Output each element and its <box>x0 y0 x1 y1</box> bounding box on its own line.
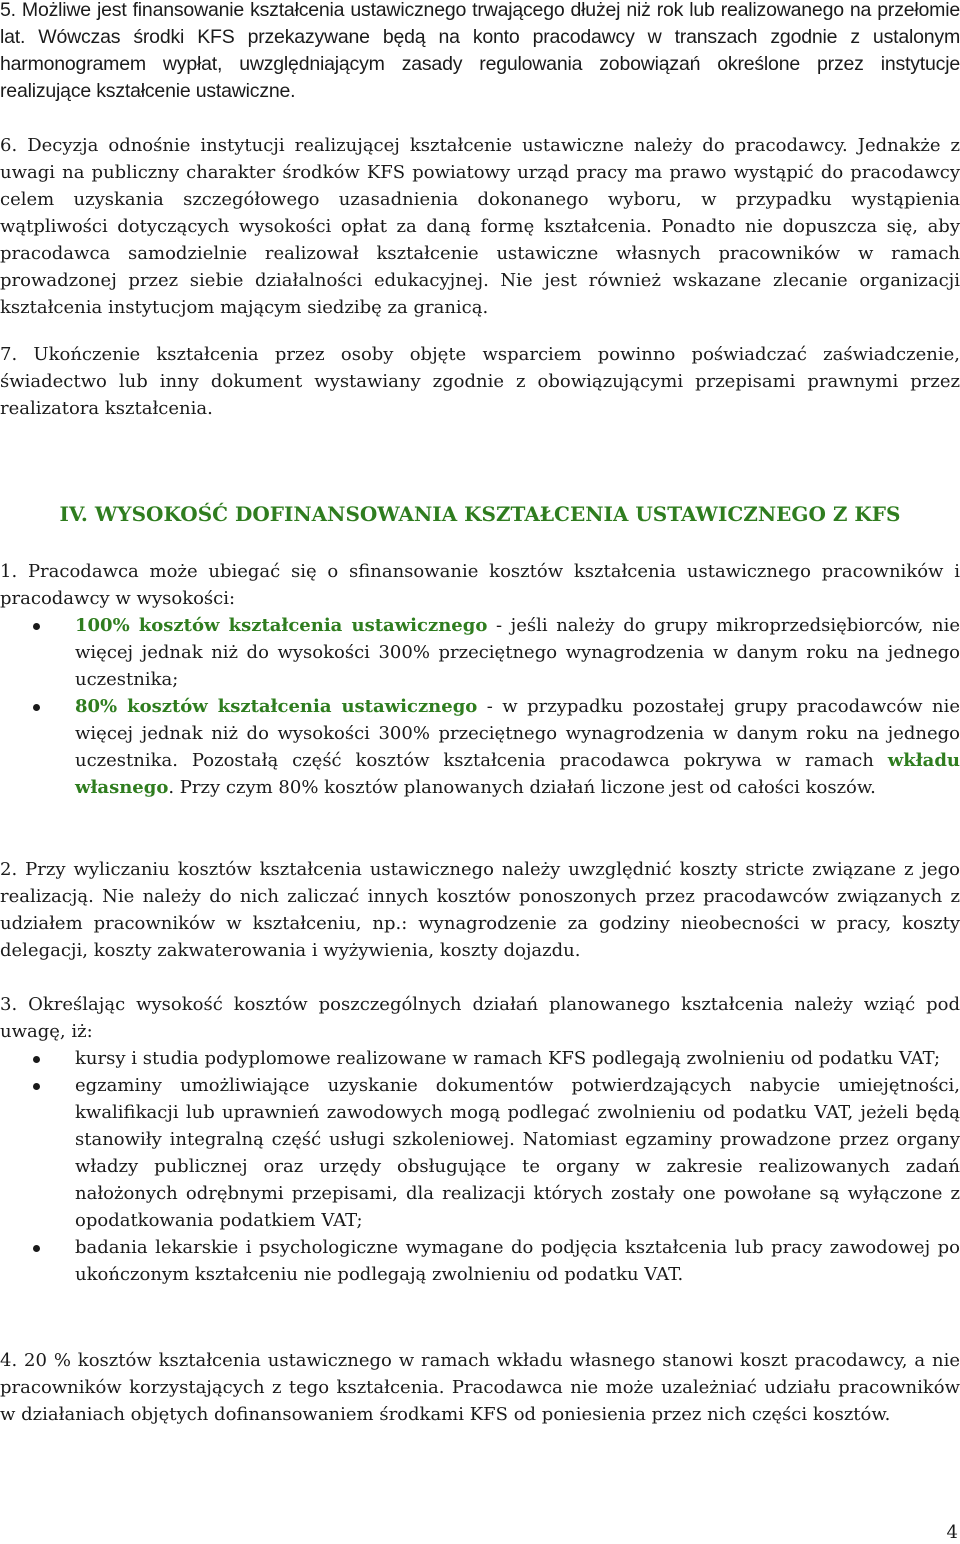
list-item-text: egzaminy umożliwiające uzyskanie dokumentów potwierdzających nabycie umiejętności, kwalifikacji lub uprawnień zawodowych mogą podlegać zwolnieniu od podatku VAT, jeżeli będą stanowiły integralną część usługi szkoleniowej. Natomiast egzaminy prowadzone przez organy władzy publicznej oraz urzędy obsługujące te organy w zakresie realizowanych zadań nałożonych odrębnymi przepisami, dla realizacji których zostały one powołane są wyłączone z opodatkowania podatkiem VAT; <box>75 1075 960 1231</box>
list-item-text: badania lekarskie i psychologiczne wymagane do podjęcia kształcenia lub pracy zawodowej po ukończonym kształceniu nie podlegają zwolnieniu od podatku VAT. <box>75 1237 960 1285</box>
section-heading-iv: IV. WYSOKOŚĆ DOFINANSOWANIA KSZTAŁCENIA USTAWICZNEGO Z KFS <box>59 502 901 526</box>
list-item-text: kursy i studia podyplomowe realizowane w ramach KFS podlegają zwolnieniu od podatku VAT; <box>75 1048 941 1069</box>
bullet-icon <box>33 704 40 711</box>
paragraph-6: 6. Decyzja odnośnie instytucji realizującej kształcenie ustawiczne należy do pracodawcy. Jednakże z uwagi na publiczny charakter środków KFS powiatowy urząd pracy ma prawo wystąpić do pracodawcy celem uzyskania szczegółowego uzasadnienia dokonanego wyboru, w przypadku wystąpienia wątpliwości dotyczących wysokości opłat za daną formę kształcenia. Ponadto nie dopuszcza się, aby pracodawca samodzielnie realizował kształcenie ustawiczne własnych pracowników w ramach prowadzonej przez siebie działalności edukacyjnej. Nie jest również wskazane zlecanie organizacji kształcenia instytucjom mającym siedzibę za granicą. <box>0 135 960 318</box>
list-item <box>0 693 960 801</box>
list-item <box>0 1072 960 1234</box>
section3-bullet-list <box>0 1045 960 1288</box>
list-item-text: - jeśli należy do grupy mikroprzedsiębiorców, nie więcej jednak niż do wysokości 300% przeciętnego wynagrodzenia w danym roku na jednego uczestnika; <box>75 615 960 690</box>
paragraph-7: 7. Ukończenie kształcenia przez osoby objęte wsparciem powinno poświadczać zaświadczenie, świadectwo lub inny dokument wystawiany zgodnie z obowiązującymi przepisami prawnymi przez realizatora kształcenia. <box>0 344 960 419</box>
section4-paragraph: 4. 20 % kosztów kształcenia ustawicznego w ramach wkładu własnego stanowi koszt pracodawcy, a nie pracowników korzystających z tego kształcenia. Pracodawca nie może uzależniać udziału pracowników w działaniach objętych dofinansowaniem środkami KFS od poniesienia przez nich części kosztów. <box>0 1350 960 1425</box>
highlight-own-contribution: wkładu własnego <box>75 750 960 798</box>
page-number: 4 <box>946 1522 958 1543</box>
list-item-text: - w przypadku pozostałej grupy pracodawców nie więcej jednak niż do wysokości 300% przeciętnego wynagrodzenia w danym roku na jednego uczestnika. Pozostałą część kosztów kształcenia pracodawca pokrywa w ramach <box>75 696 960 771</box>
list-item <box>0 1234 960 1288</box>
section1-intro: 1. Pracodawca może ubiegać się o sfinansowanie kosztów kształcenia ustawicznego pracowników i pracodawcy w wysokości: <box>0 561 960 609</box>
bullet-icon <box>33 1056 40 1063</box>
list-item-text: . Przy czym 80% kosztów planowanych działań liczone jest od całości koszów. <box>168 777 876 798</box>
list-item <box>0 1045 960 1072</box>
bullet-icon <box>33 623 40 630</box>
paragraph-5: 5. Możliwe jest finansowanie kształcenia ustawicznego trwającego dłużej niż rok lub realizowanego na przełomie lat. Wówczas środki KFS przekazywane będą na konto pracodawcy w transzach zgodnie z ustalonym harmonogramem wypłat, uwzględniającym zasady regulowania zobowiązań określone przez instytucje realizujące kształcenie ustawiczne. <box>0 0 960 102</box>
list-item <box>0 612 960 693</box>
section1-bullet-list <box>0 612 960 801</box>
section3-intro: 3. Określając wysokość kosztów poszczególnych działań planowanego kształcenia należy wziąć pod uwagę, iż: <box>0 994 960 1042</box>
bullet-icon <box>33 1245 40 1252</box>
bullet-icon <box>33 1083 40 1090</box>
highlight-80-percent: 80% kosztów kształcenia ustawicznego <box>75 696 478 717</box>
highlight-100-percent: 100% kosztów kształcenia ustawicznego <box>75 615 488 636</box>
section2-paragraph: 2. Przy wyliczaniu kosztów kształcenia ustawicznego należy uwzględnić koszty stricte związane z jego realizacją. Nie należy do nich zaliczać innych kosztów ponoszonych przez pracodawców związanych z udziałem pracowników w kształceniu, np.: wynagrodzenie za godziny nieobecności w pracy, koszty delegacji, koszty zakwaterowania i wyżywienia, koszty dojazdu. <box>0 859 960 961</box>
